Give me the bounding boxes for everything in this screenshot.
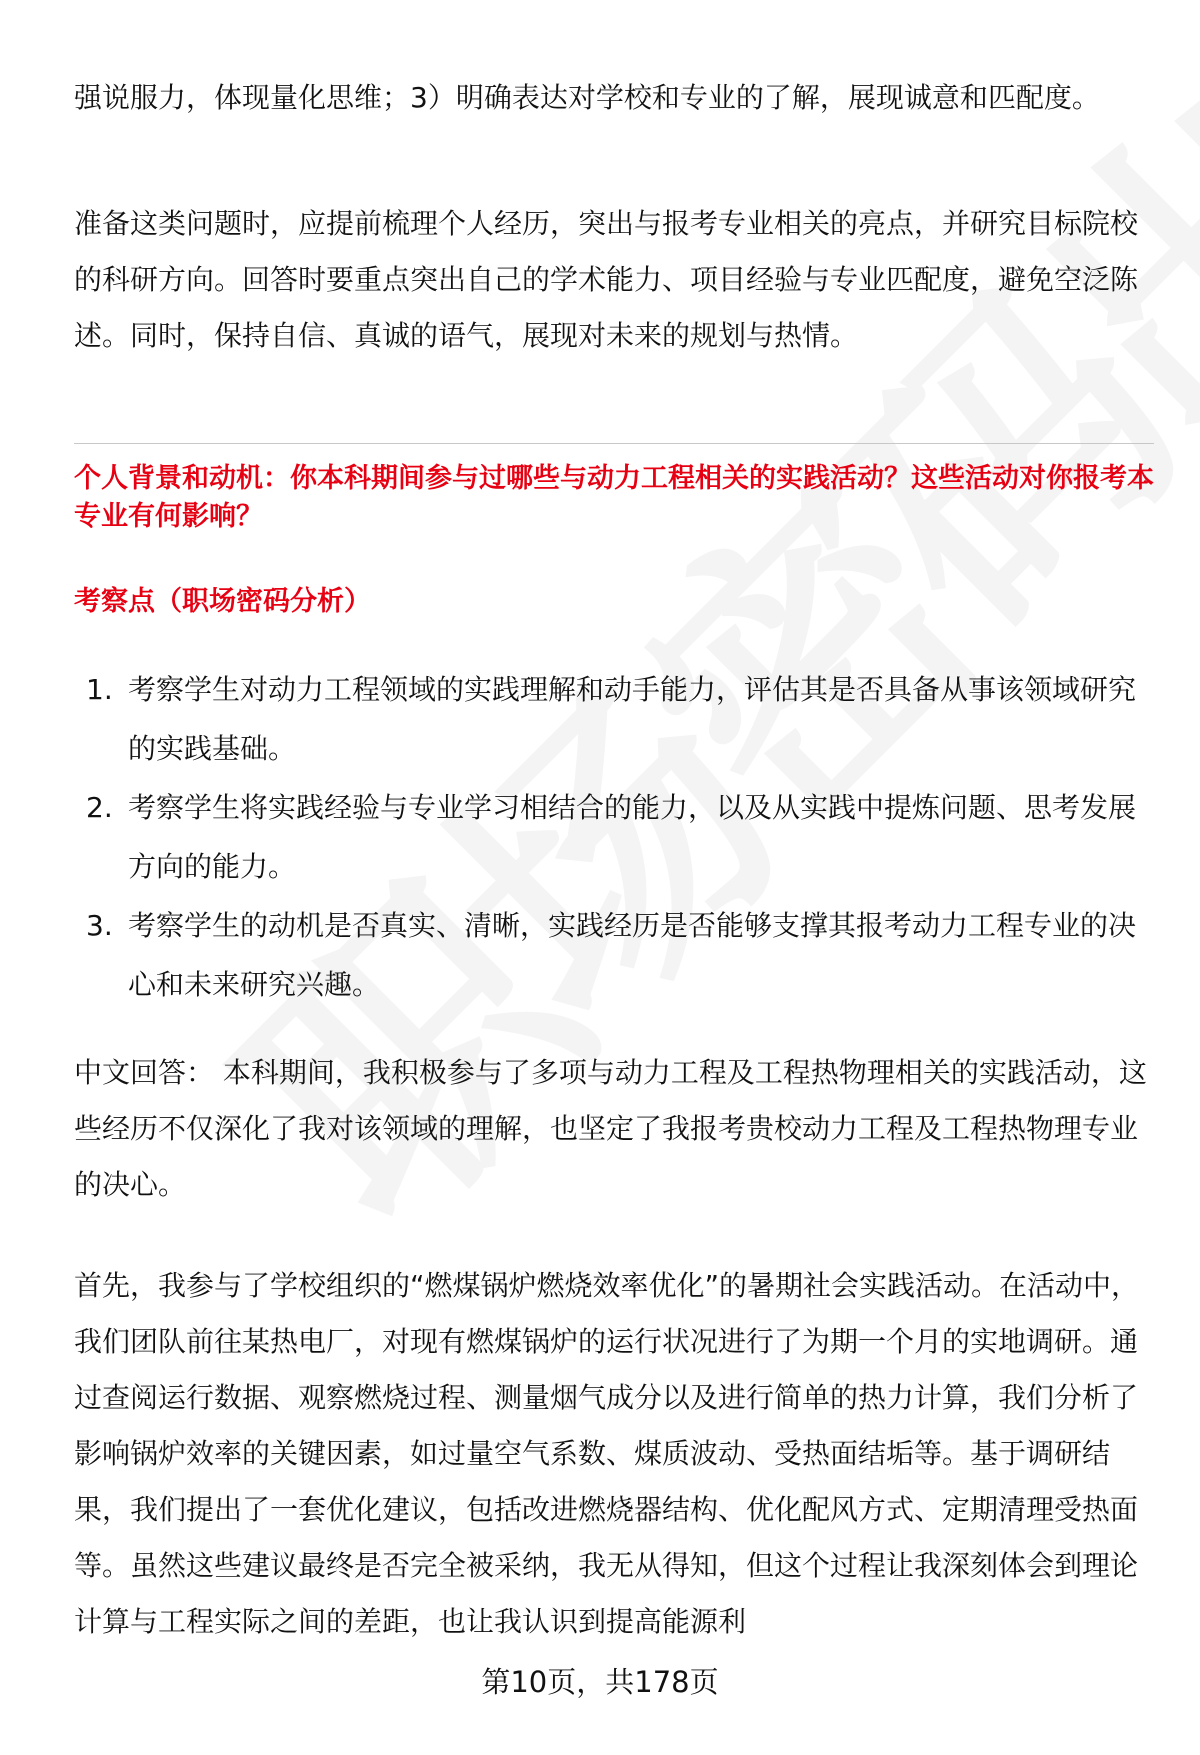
answer-body: 首先，我参与了学校组织的“燃煤锅炉燃烧效率优化”的暑期社会实践活动。在活动中，我们团队前往某热电厂，对现有燃煤锅炉的运行状况进行了为期一个月的实地调研。通过查阅运行数据、观察燃烧过程、测量烟气成分以及进行简单的热力计算，我们分析了影响锅炉效率的关键因素，如过量空气系数、煤质波动、受热面结垢等。基于调研结果，我们提出了一套优化建议，包括改进燃烧器结构、优化配风方式、定期清理受热面等。虽然这些建议最终是否完全被采纳，我无从得知，但这个过程让我深刻体会到理论计算与工程实际之间的差距，也让我认识到提高能源利 <box>74 1269 1140 1638</box>
list-number: 3. <box>86 909 113 942</box>
list-item <box>74 778 1154 896</box>
assessment-points-list <box>74 660 1154 1014</box>
page-number: 第10页，共178页 <box>481 1665 719 1699</box>
list-item-text: 考察学生的动机是否真实、清晰，实践经历是否能够支撑其报考动力工程专业的决心和未来研究兴趣。 <box>128 909 1137 1001</box>
paragraph-continued: 强说服力，体现量化思维；3）明确表达对学校和专业的了解，展现诚意和匹配度。 <box>74 81 1100 114</box>
question-heading: 个人背景和动机：你本科期间参与过哪些与动力工程相关的实践活动？这些活动对你报考本专业有何影响？ <box>74 463 1154 532</box>
section-label: 考察点（职场密码分析） <box>74 586 371 617</box>
list-item-text: 考察学生将实践经验与专业学习相结合的能力，以及从实践中提炼问题、思考发展方向的能力。 <box>128 791 1137 883</box>
list-number: 1. <box>86 673 113 706</box>
list-number: 2. <box>86 791 113 824</box>
paragraph-preparation-tips: 准备这类问题时，应提前梳理个人经历，突出与报考专业相关的亮点，并研究目标院校的科研方向。回答时要重点突出自己的学术能力、项目经验与专业匹配度，避免空泛陈述。同时，保持自信、真诚的语气，展现对未来的规划与热情。 <box>74 207 1139 352</box>
list-item-text: 考察学生对动力工程领域的实践理解和动手能力，评估其是否具备从事该领域研究的实践基础。 <box>128 673 1137 765</box>
answer-intro: 中文回答： 本科期间，我积极参与了多项与动力工程及工程热物理相关的实践活动，这些经历不仅深化了我对该领域的理解，也坚定了我报考贵校动力工程及工程热物理专业的决心。 <box>74 1056 1147 1201</box>
divider <box>74 443 1154 444</box>
list-item <box>74 660 1154 778</box>
list-item <box>74 896 1154 1014</box>
